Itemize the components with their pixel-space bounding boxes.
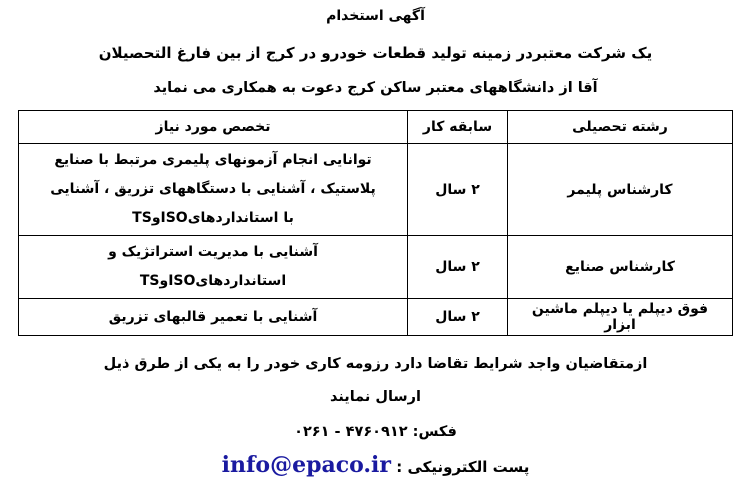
fax-line: [0, 424, 751, 440]
intro-line-2: آقا از دانشگاههای معتبر ساکن کرج دعوت به همکاری می نماید: [153, 80, 598, 96]
row-experience: ۲ سال: [408, 236, 508, 299]
apply-line-2: ارسال نمایند: [329, 389, 421, 405]
row-specialty: [19, 299, 408, 336]
fax-number: ۰۲۶۱ - ۴۷۶۰۹۱۲: [294, 424, 408, 440]
table-header-row: [19, 111, 733, 144]
intro-line-1: یک شرکت معتبردر زمینه تولید قطعات خودرو در کرج از بین فارغ التحصیلان: [98, 44, 653, 62]
row-field: کارشناس پلیمر: [508, 144, 733, 236]
table-row: [19, 144, 733, 236]
row-specialty: [19, 236, 408, 299]
email-line: [0, 452, 751, 478]
specialty-line: پلاستیک ، آشنایی با دستگاههای تزریق ، آشنایی: [50, 181, 376, 197]
specialty-line: با استانداردهایISOوTS: [132, 210, 294, 226]
email-link[interactable]: info@epaco.ir: [221, 452, 392, 478]
table-row: [19, 299, 733, 336]
header-specialty: تخصص مورد نیاز: [19, 111, 408, 144]
positions-table: [18, 110, 733, 336]
row-experience: ۲ سال: [408, 299, 508, 336]
row-specialty: [19, 144, 408, 236]
header-field: رشته تحصیلی: [508, 111, 733, 144]
specialty-line: توانایی انجام آزمونهای پلیمری مرتبط با صنایع: [54, 152, 372, 168]
row-field: فوق دیپلم یا دیپلم ماشین ابزار: [508, 299, 733, 336]
row-experience: ۲ سال: [408, 144, 508, 236]
ad-title: آگهی استخدام: [326, 8, 425, 24]
header-experience: سابقه کار: [408, 111, 508, 144]
specialty-line: استانداردهایISOوTS: [139, 273, 287, 289]
fax-label: فکس:: [412, 424, 457, 440]
table-row: [19, 236, 733, 299]
specialty-line: آشنایی با مدیریت استراتژیک و: [108, 244, 318, 260]
row-field: کارشناس صنایع: [508, 236, 733, 299]
email-label: پست الکترونیکی :: [396, 458, 530, 476]
specialty-line: آشنایی با تعمیر قالبهای تزریق: [108, 308, 318, 325]
apply-line-1: ازمتقاضیان واجد شرایط تقاضا دارد رزومه کاری خودر را به یکی از طرق ذیل: [103, 356, 648, 372]
